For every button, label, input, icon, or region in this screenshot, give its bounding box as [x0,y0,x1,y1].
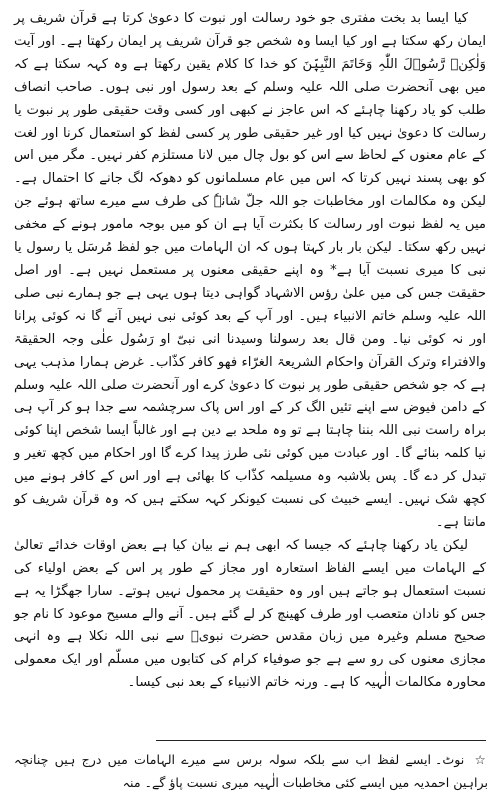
paragraph-2: لیکن یاد رکھنا چاہئے کہ جیسا کہ ابھی ہم نے بیان کیا ہے بعض اوقات خدائے تعالیٰ کے الہامات میں ایسے الفاظ استعارہ اور مجاز کے طور پر اس کے بعض اولیاء کی نسبت استعمال ہو جاتے ہیں اور وہ حقیقت پر محمول نہیں ہوتے۔ سارا جھگڑا یہ ہے جس کو نادان متعصب اور طرف کھینچ کر لے گئے ہیں۔ آنے والے مسیح موعود کا نام جو صحیح مسلم وغیرہ میں زبان مقدس حضرت نبویؐ سے نبی اللہ نکلا ہے وہ انہی مجازی معنوں کی رو سے ہے جو صوفیاء کرام کی کتابوں میں مسلّم اور ایک معمولی محاورہ مکالمات الٰہیہ کا ہے۔ ورنہ خاتم الانبیاء کے بعد نبی کیسا۔ [14,537,486,691]
footnote-divider [156,740,486,741]
star-icon: ☆ [474,752,488,767]
footnote-text: نوٹ۔ ایسے لفظ اب سے بلکہ سولہ برس سے میرے الہامات میں درج ہیں چنانچہ براہین احمدیہ میں ایسے کئی مخاطبات الٰہیہ میری نسبت پاؤ گے۔ منہ [14,752,488,790]
main-text [14,8,486,695]
paragraph-1: کیا ایسا بد بخت مفتری جو خود رسالت اور نبوت کا دعویٰ کرتا ہے قرآن شریف پر ایمان رکھ سکتا ہے اور کیا ایسا وہ شخص جو قرآن شریف پر ایمان رکھتا ہے۔ اور آیت وَلٰکِنۡ رَّسُوۡلَ اللّٰہِ وَخَاتَمَ النَّبِیّٖنَ کو خدا کا کلام یقین رکھتا ہے وہ کہہ سکتا ہے کہ میں بھی آنحضرت صلی اللہ علیہ وسلم کے بعد رسول اور نبی ہوں۔ صاحب انصاف طلب کو یاد رکھنا چاہئے کہ اس عاجز نے کبھی اور کسی وقت حقیقی طور پر نبوت یا رسالت کا دعویٰ نہیں کیا اور غیر حقیقی طور پر کسی لفظ کو استعمال کرنا اور لغت کے عام معنوں کے لحاظ سے اس کو بول چال میں لانا مستلزم کفر نہیں۔ مگر میں اس کو بھی پسند نہیں کرتا کہ اس میں عام مسلمانوں کو دھوکہ لگ جانے کا احتمال ہے۔ لیکن وہ مکالمات اور مخاطبات جو اللہ جلّ شانہٗ کی طرف سے میرے ساتھ ہوئے جن میں یہ لفظ نبوت اور رسالت کا بکثرت آیا ہے ان کو میں بوجہ مامور ہونے کے مخفی نہیں رکھ سکتا۔ لیکن بار بار کہتا ہوں کہ ان الہامات میں جو لفظ مُرسَل یا رسول یا نبی کا میری نسبت آیا ہے* وہ اپنے حقیقی معنوں پر مستعمل نہیں ہے۔ اور اصل حقیقت جس کی میں علیٰ رؤس الاشہاد گواہی دیتا ہوں یہی ہے جو ہمارے نبی صلی اللہ علیہ وسلم خاتم الانبیاء ہیں۔ اور آپ کے بعد کوئی نبی نہیں آنے گا نہ کوئی پرانا اور نہ کوئی نیا۔ ومن قال بعد رسولنا وسیدنا انی نبیّ او رَسُول علٰی وجہ الحقیقۃ والافتراء وترک القرآن واحکام الشریعۃ الغرّاء فھو کافر کذّاب۔ غرض ہمارا مذہب یہی ہے کہ جو شخص حقیقی طور پر نبوت کا دعویٰ کرے اور آنحضرت صلی اللہ علیہ وسلم کے دامن فیوض سے اپنے تئیں الگ کر کے اور اس پاک سرچشمہ سے جدا ہو کر آپ ہی براہ راست نبی اللہ بننا چاہتا ہے تو وہ ملحد بے دین ہے اور غالباً ایسا شخص اپنا کوئی نیا کلمہ بنائے گا۔ اور عبادت میں کوئی نئی طرز پیدا کرے گا اور احکام میں کچھ تغیر و تبدل کر دے گا۔ پس بلاشبہ وہ مسیلمہ کذّاب کا بھائی ہے اور اس کے کافر ہونے میں کچھ شک نہیں۔ ایسے خبیث کی نسبت کیونکر کہہ سکتے ہیں کہ وہ قرآن شریف کو مانتا ہے۔ [14,11,486,530]
footnote [14,748,488,794]
